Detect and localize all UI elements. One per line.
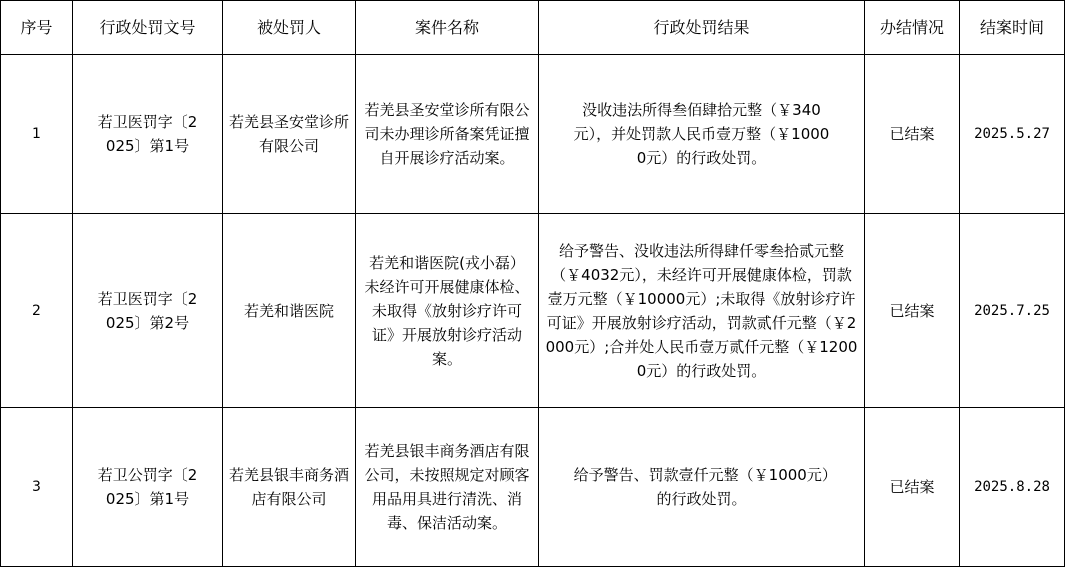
cell-result: 给予警告、罚款壹仟元整（￥1000元）的行政处罚。 xyxy=(539,408,865,567)
cell-status: 已结案 xyxy=(865,55,960,214)
cell-case-name: 若羌县银丰商务酒店有限公司，未按照规定对顾客用品用具进行清洗、消毒、保洁活动案。 xyxy=(356,408,539,567)
cell-party: 若羌县银丰商务酒店有限公司 xyxy=(223,408,356,567)
cell-result: 没收违法所得叁佰肆拾元整（￥340元），并处罚款人民币壹万整（￥10000元）的行政处罚。 xyxy=(539,55,865,214)
cell-doc-no: 若卫医罚字〔2025〕第2号 xyxy=(73,214,223,408)
header-seq: 序号 xyxy=(1,1,73,55)
cell-result: 给予警告、没收违法所得肆仟零叁拾贰元整（￥4032元），未经许可开展健康体检，罚款壹万元整（￥10000元）;未取得《放射诊疗许可证》开展放射诊疗活动，罚款贰仟元整（￥2000元）;合并处人民币壹万贰仟元整（￥12000元）的行政处罚。 xyxy=(539,214,865,408)
cell-doc-no: 若卫医罚字〔2025〕第1号 xyxy=(73,55,223,214)
cell-party: 若羌和谐医院 xyxy=(223,214,356,408)
header-case-name: 案件名称 xyxy=(356,1,539,55)
header-result: 行政处罚结果 xyxy=(539,1,865,55)
cell-close-date: 2025.8.28 xyxy=(960,408,1065,567)
table-row xyxy=(1,408,1065,567)
header-party: 被处罚人 xyxy=(223,1,356,55)
header-row xyxy=(1,1,1065,55)
table-row xyxy=(1,55,1065,214)
cell-party: 若羌县圣安堂诊所有限公司 xyxy=(223,55,356,214)
table-row xyxy=(1,214,1065,408)
cell-case-name: 若羌县圣安堂诊所有限公司未办理诊所备案凭证擅自开展诊疗活动案。 xyxy=(356,55,539,214)
cell-seq: 1 xyxy=(1,55,73,214)
cell-doc-no: 若卫公罚字〔2025〕第1号 xyxy=(73,408,223,567)
cell-seq: 3 xyxy=(1,408,73,567)
cell-status: 已结案 xyxy=(865,214,960,408)
header-doc-no: 行政处罚文号 xyxy=(73,1,223,55)
cell-close-date: 2025.7.25 xyxy=(960,214,1065,408)
header-close-date: 结案时间 xyxy=(960,1,1065,55)
cell-status: 已结案 xyxy=(865,408,960,567)
cell-close-date: 2025.5.27 xyxy=(960,55,1065,214)
cell-case-name: 若羌和谐医院(戎小磊）未经许可开展健康体检、未取得《放射诊疗许可证》开展放射诊疗活动案。 xyxy=(356,214,539,408)
cell-seq: 2 xyxy=(1,214,73,408)
header-status: 办结情况 xyxy=(865,1,960,55)
